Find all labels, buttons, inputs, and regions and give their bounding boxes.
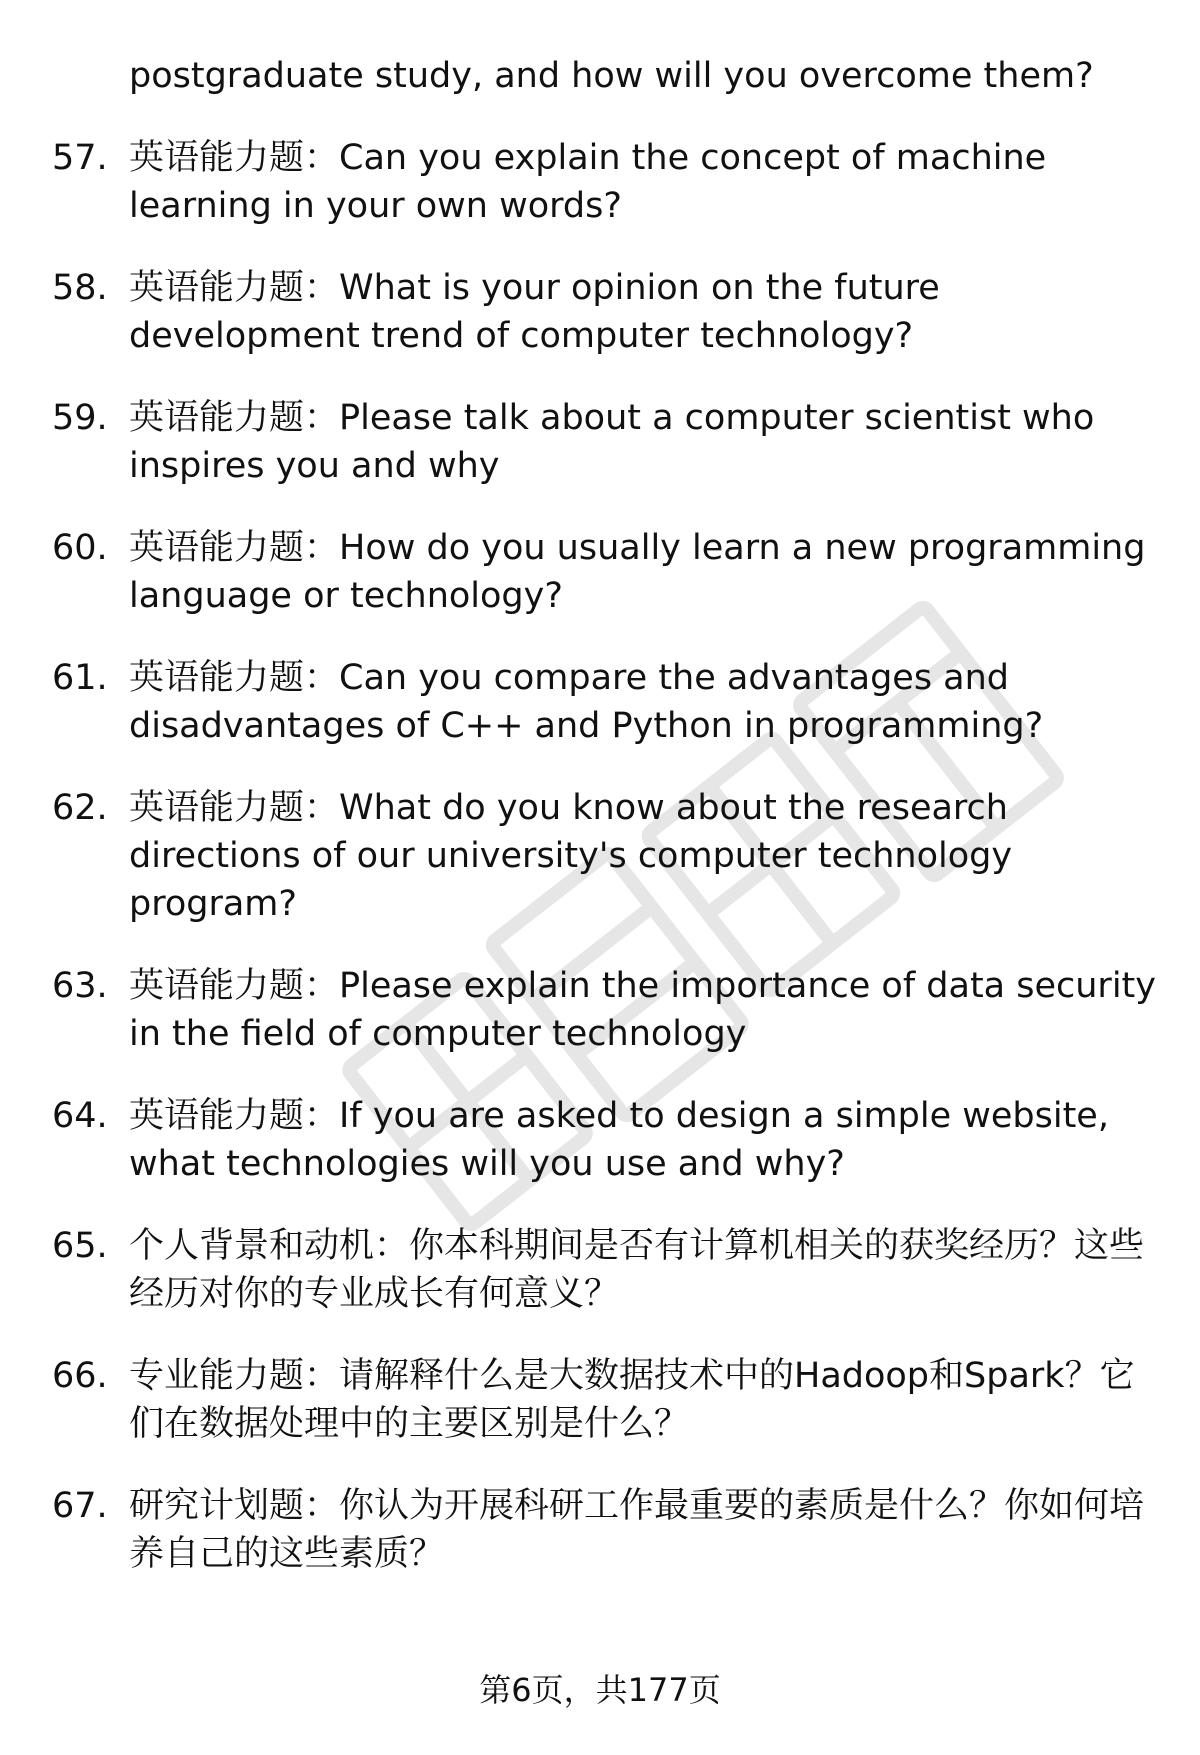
question-number: 63.: [52, 966, 108, 1006]
question-item-65: [0, 1222, 1200, 1318]
question-text: 英语能力题：What is your opinion on the future development trend of computer technology?: [129, 268, 940, 356]
question-text: 英语能力题：If you are asked to design a simple website, what technologies will you use and why?: [129, 1096, 1109, 1184]
question-text: 英语能力题：Please explain the importance of data security in the field of computer technology: [129, 966, 1156, 1054]
page-footer: 第6页，共177页: [479, 1671, 721, 1709]
question-text: 英语能力题：How do you usually learn a new programming language or technology?: [129, 528, 1146, 616]
question-number: 61.: [52, 658, 108, 698]
question-text: 专业能力题：请解释什么是大数据技术中的Hadoop和Spark？它们在数据处理中的主要区别是什么？: [129, 1356, 1135, 1444]
question-item-57: [0, 134, 1200, 230]
question-number: 60.: [52, 528, 108, 568]
question-number: 58.: [52, 268, 108, 308]
question-item-60: [0, 524, 1200, 620]
question-text: 研究计划题：你认为开展科研工作最重要的素质是什么？你如何培养自己的这些素质？: [129, 1486, 1145, 1574]
question-item-67: [0, 1482, 1200, 1578]
question-text: 英语能力题：Can you compare the advantages and disadvantages of C++ and Python in programming?: [129, 658, 1044, 746]
question-number: 66.: [52, 1356, 108, 1396]
question-item-59: [0, 394, 1200, 490]
question-content: [0, 52, 1200, 1612]
question-list: [0, 134, 1200, 1578]
question-number: 67.: [52, 1486, 108, 1526]
question-number: 59.: [52, 398, 108, 438]
question-item-61: [0, 654, 1200, 750]
question-text: 个人背景和动机：你本科期间是否有计算机相关的获奖经历？这些经历对你的专业成长有何意义？: [129, 1226, 1145, 1314]
question-item-63: [0, 962, 1200, 1058]
question-number: 64.: [52, 1096, 108, 1136]
question-item-58: [0, 264, 1200, 360]
question-text: 英语能力题：Can you explain the concept of machine learning in your own words?: [129, 138, 1047, 226]
question-item-66: [0, 1352, 1200, 1448]
continuation-text: postgraduate study, and how will you overcome them?: [129, 56, 1094, 96]
question-item-62: [0, 784, 1200, 928]
question-item-64: [0, 1092, 1200, 1188]
question-number: 62.: [52, 788, 108, 828]
question-number: 65.: [52, 1226, 108, 1266]
question-text: 英语能力题：Please talk about a computer scientist who inspires you and why: [129, 398, 1095, 486]
question-number: 57.: [52, 138, 108, 178]
question-text: 英语能力题：What do you know about the research directions of our university's computer technology program?: [129, 788, 1013, 924]
